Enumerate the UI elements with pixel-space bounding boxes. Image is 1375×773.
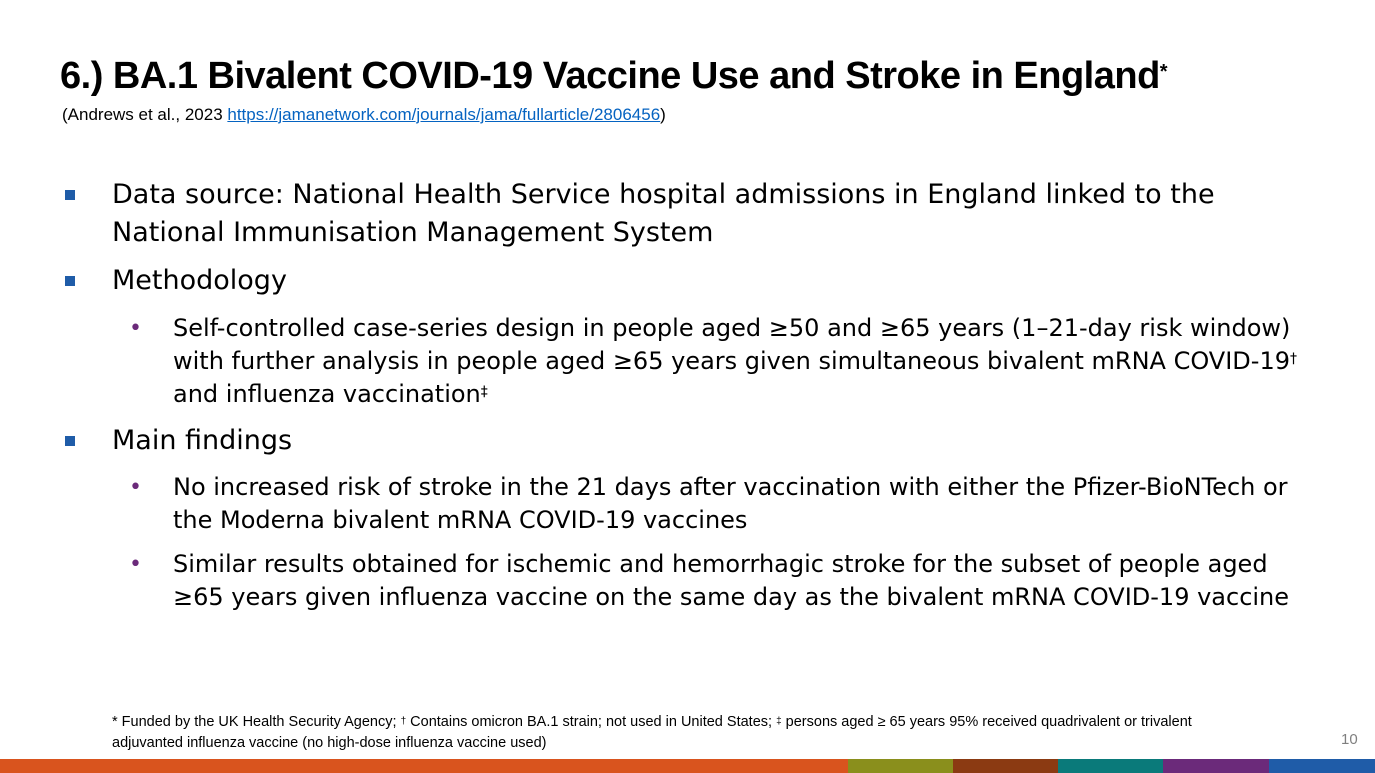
- color-bar-segment: [0, 759, 848, 773]
- dot-bullet-icon: •: [129, 316, 142, 341]
- color-bar-segment: [953, 759, 1058, 773]
- sub-bullet-finding-1: • No increased risk of stroke in the 21 days after vaccination with either the Pfizer-BioNTech or the Moderna bivalent mRNA COVID-19 vaccines: [129, 473, 1288, 534]
- slide-title: 6.) BA.1 Bivalent COVID-19 Vaccine Use and Stroke in England*: [60, 55, 1168, 97]
- bullet-main-findings: Main findings: [112, 422, 1312, 460]
- footnote: * Funded by the UK Health Security Agency; † Contains omicron BA.1 strain; not used in United States; ‡ persons aged ≥ 65 years 95% received quadrivalent or trivalent adjuvanted influenza vaccine (no high-dose influenza vaccine used): [112, 714, 1192, 751]
- citation-link[interactable]: https://jamanetwork.com/journals/jama/fullarticle/2806456: [227, 105, 661, 124]
- square-bullet-icon: [65, 190, 75, 200]
- color-bar-segment: [848, 759, 953, 773]
- color-bar-segment: [1163, 759, 1269, 773]
- square-bullet-icon: [65, 276, 75, 286]
- color-bar-segment: [1269, 759, 1375, 773]
- bullet-data-source: Data source: National Health Service hospital admissions in England linked to the National Immunisation Management System: [112, 176, 1312, 252]
- page-number: 10: [1341, 731, 1358, 748]
- square-bullet-icon: [65, 436, 75, 446]
- bullet-methodology: Methodology: [112, 262, 1312, 300]
- dot-bullet-icon: •: [129, 552, 142, 577]
- title-footnote-marker: *: [1159, 61, 1168, 83]
- sub-bullet-finding-2: • Similar results obtained for ischemic and hemorrhagic stroke for the subset of people aged ≥65 years given influenza vaccine on the same day as the bivalent mRNA COVID-19 vaccine: [129, 550, 1290, 611]
- sub-bullet-methodology-design: • Self-controlled case-series design in people aged ≥50 and ≥65 years (1–21-day risk window) with further analysis in people aged ≥65 years given simultaneous bivalent mRNA COVID-19† and influenza vaccination‡: [129, 314, 1297, 408]
- color-bar-segment: [1058, 759, 1163, 773]
- citation: (Andrews et al., 2023 https://jamanetwork.com/journals/jama/fullarticle/2806456): [62, 105, 666, 124]
- footer-color-bar: [0, 759, 1375, 773]
- dot-bullet-icon: •: [129, 475, 142, 500]
